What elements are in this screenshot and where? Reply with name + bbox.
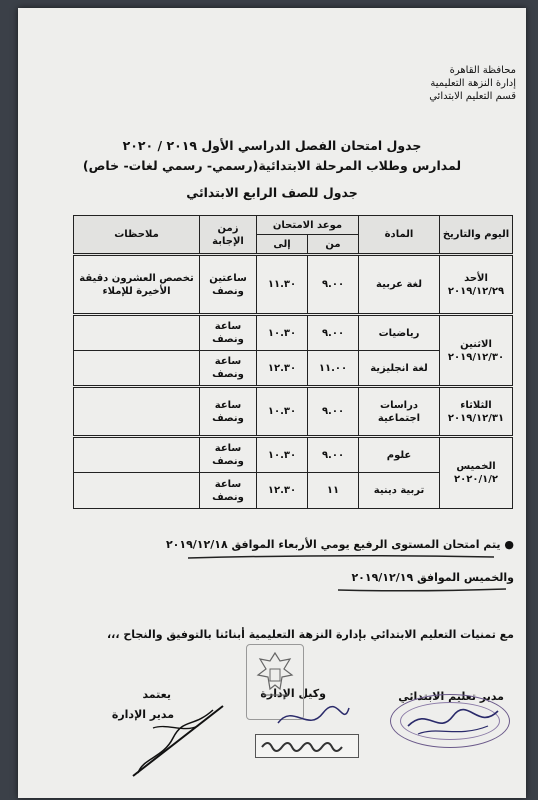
subject-cell: لغة انجليزية (359, 351, 440, 387)
header-department: قسم التعليم الابتدائي (429, 91, 516, 102)
col-from: من (308, 235, 359, 255)
duration-cell: ساعة ونصف (200, 351, 257, 387)
name-stamp-scribble (256, 735, 358, 757)
closing-line: مع تمنيات التعليم الابتدائي بإدارة النزهة التعليمية أبنائنا بالتوفيق والنجاح ،،، (106, 628, 514, 641)
col-exam-time: موعد الامتحان (257, 216, 359, 235)
col-subject: المادة (359, 216, 440, 255)
table-row (74, 255, 513, 315)
col-notes: ملاحظات (74, 216, 200, 255)
subject-cell: لغة عربية (359, 255, 440, 315)
duration-cell: ساعة ونصف (200, 473, 257, 509)
subject-cell: دراسات اجتماعية (359, 387, 440, 437)
from-cell: ١١ (308, 473, 359, 509)
signature-admin-director: مدير الإدارة (111, 708, 174, 721)
from-cell: ٩.٠٠ (308, 315, 359, 351)
notes-cell (74, 473, 200, 509)
notes-cell: تخصص العشرون دقيقة الأخيرة للإملاء (74, 255, 200, 315)
table-row (74, 437, 513, 473)
to-cell: ١٠.٣٠ (257, 437, 308, 473)
day-cell (440, 315, 513, 387)
day-name: الخميس (456, 461, 496, 472)
bullet-icon: ● (500, 538, 514, 551)
signature-mark (113, 698, 233, 783)
signature-mark (398, 696, 508, 746)
duration-cell: ساعتين ونصف (200, 255, 257, 315)
to-cell: ١٠.٣٠ (257, 387, 308, 437)
from-cell: ٩.٠٠ (308, 255, 359, 315)
document-page (18, 8, 526, 798)
day-date: ٢٠١٩/١٢/٣١ (447, 412, 505, 424)
to-cell: ١٢.٣٠ (257, 473, 308, 509)
day-date: ٢٠٢٠/١/٢ (454, 474, 498, 485)
day-cell (440, 387, 513, 437)
signature-primary-director: مدير تعليم الابتدائي (398, 690, 504, 703)
notes-cell (74, 387, 200, 437)
underline-mark (186, 554, 496, 560)
header-administration: إدارة النزهة التعليمية (430, 78, 516, 89)
day-name: الأحد (464, 272, 488, 284)
from-cell: ٩.٠٠ (308, 387, 359, 437)
day-date: ٢٠١٩/١٢/٢٩ (447, 285, 505, 297)
from-cell: ٩.٠٠ (308, 437, 359, 473)
duration-cell: ساعة ونصف (200, 437, 257, 473)
col-to: إلى (257, 235, 308, 255)
signature-approve: يعتمد (142, 688, 171, 701)
title-line2: لمدارس وطلاب المرحلة الابتدائية(رسمي- رسمي لغات- خاص) (82, 158, 462, 173)
note-line2: والخميس الموافق ٢٠١٩/١٢/١٩ (351, 571, 514, 584)
eagle-icon (248, 645, 302, 705)
day-date: ٢٠١٩/١٢/٣٠ (447, 351, 505, 363)
title-line1: جدول امتحان الفصل الدراسي الأول ٢٠١٩ / ٢٠٢٠ (122, 138, 422, 153)
exam-schedule-table (73, 215, 513, 509)
duration-cell: ساعة ونصف (200, 315, 257, 351)
signature-mark (273, 698, 353, 738)
notes-cell (74, 351, 200, 387)
note-line1: ● يتم امتحان المستوى الرفيع يومي الأربعاء الموافق ٢٠١٩/١٢/١٨ (165, 538, 514, 551)
subject-cell: رياضيات (359, 315, 440, 351)
day-name: الاثنين (460, 338, 492, 350)
table-row (74, 387, 513, 437)
table-row (74, 315, 513, 351)
notes-cell (74, 315, 200, 351)
col-duration: زمن الإجابة (200, 216, 257, 255)
underline-mark (336, 587, 508, 593)
day-cell (440, 437, 513, 509)
day-name: الثلاثاء (460, 399, 492, 411)
title-line3: جدول للصف الرابع الابتدائي (186, 185, 358, 200)
signature-deputy: وكيل الإدارة (260, 687, 326, 700)
duration-cell: ساعة ونصف (200, 387, 257, 437)
notes-cell (74, 437, 200, 473)
subject-cell: علوم (359, 437, 440, 473)
subject-cell: تربية دينية (359, 473, 440, 509)
to-cell: ١٢.٣٠ (257, 351, 308, 387)
header-governorate: محافظة القاهرة (449, 65, 516, 76)
from-cell: ١١.٠٠ (308, 351, 359, 387)
to-cell: ١٠.٣٠ (257, 315, 308, 351)
to-cell: ١١.٣٠ (257, 255, 308, 315)
col-day-date: اليوم والتاريخ (440, 216, 513, 255)
day-cell (440, 255, 513, 315)
